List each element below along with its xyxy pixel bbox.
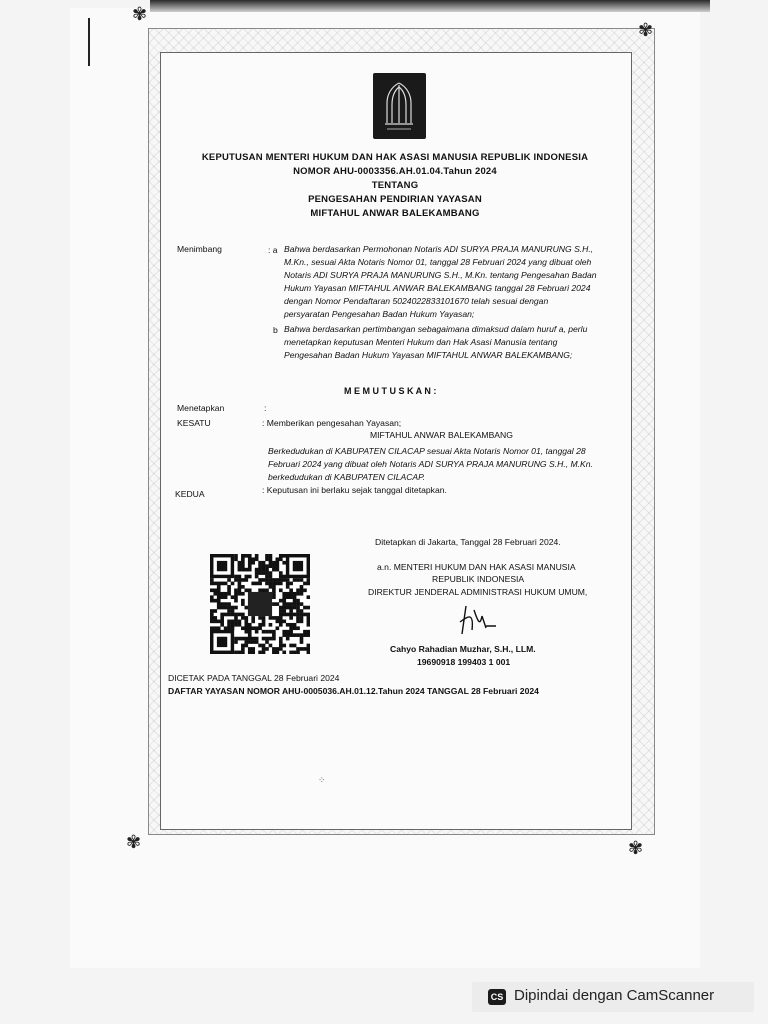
corner-ornament-icon: ✾: [126, 832, 142, 853]
stray-mark: ⁘: [318, 775, 326, 785]
corner-ornament-icon: ✾: [638, 20, 654, 41]
menimbang-a-marker: : a: [268, 245, 278, 255]
decree-subject: PENGESAHAN PENDIRIAN YAYASAN: [308, 194, 482, 205]
menetapkan-colon: :: [264, 403, 267, 413]
menimbang-a-line: dengan Nomor Pendaftaran 5024022833101670 telah sesuai dengan: [284, 296, 549, 306]
menimbang-a-line: Hukum Yayasan MIFTAHUL ANWAR BALEKAMBANG tanggal 28 Februari 2024: [284, 283, 591, 293]
printed-date: DICETAK PADA TANGGAL 28 Februari 2024: [168, 673, 340, 683]
kedua-label: KEDUA: [175, 489, 205, 499]
registry-number: DAFTAR YAYASAN NOMOR AHU-0005036.AH.01.12.Tahun 2024 TANGGAL 28 Februari 2024: [168, 686, 539, 696]
scan-edge-mark: [88, 18, 90, 66]
corner-ornament-icon: ✾: [132, 4, 148, 25]
ministry-logo: [373, 73, 426, 139]
kesatu-foundation-name: MIFTAHUL ANWAR BALEKAMBANG: [370, 430, 513, 440]
signatory-nip: 19690918 199403 1 001: [417, 657, 511, 667]
kesatu-line: berkedudukan di KABUPATEN CILACAP.: [268, 472, 426, 482]
on-behalf-line: DIREKTUR JENDERAL ADMINISTRASI HUKUM UMUM,: [368, 587, 588, 597]
menimbang-a-line: Notaris ADI SURYA PRAJA MANURUNG S.H., M.Kn. tentang Pengesahan Badan: [284, 270, 597, 280]
kesatu-label: KESATU: [177, 418, 211, 428]
place-date: Ditetapkan di Jakarta, Tanggal 28 Februari 2024.: [375, 537, 561, 547]
menimbang-a-line: persyaratan Pengesahan Badan Hukum Yayasan;: [284, 309, 475, 319]
menimbang-b-line: Bahwa berdasarkan pertimbangan sebagaimana dimaksud dalam huruf a, perlu: [284, 324, 588, 334]
kesatu-text: : Memberikan pengesahan Yayasan;: [262, 418, 402, 428]
menimbang-b-marker: b: [273, 325, 278, 335]
qr-code: [210, 554, 310, 654]
on-behalf-line: REPUBLIK INDONESIA: [432, 574, 525, 584]
signature-mark: [452, 602, 502, 638]
decree-title: KEPUTUSAN MENTERI HUKUM DAN HAK ASASI MANUSIA REPUBLIK INDONESIA: [201, 152, 589, 163]
decree-number: NOMOR AHU-0003356.AH.01.04.Tahun 2024: [293, 166, 497, 177]
memutuskan-heading: M E M U T U S K A N :: [344, 386, 437, 396]
menimbang-b-line: Pengesahan Badan Hukum Yayasan MIFTAHUL ANWAR BALEKAMBANG;: [284, 350, 573, 360]
signatory-name: Cahyo Rahadian Muzhar, S.H., LLM.: [390, 644, 536, 654]
menimbang-a-line: M.Kn., sesuai Akta Notaris Nomor 01, tanggal 28 Februari 2024 yang dibuat oleh: [284, 257, 592, 267]
kesatu-line: Februari 2024 yang dibuat oleh Notaris ADI SURYA PRAJA MANURUNG S.H., M.Kn.: [268, 459, 593, 469]
menimbang-label: Menimbang: [177, 244, 222, 254]
corner-ornament-icon: ✾: [628, 838, 644, 859]
scan-top-shadow: [150, 0, 710, 12]
foundation-name-heading: MIFTAHUL ANWAR BALEKAMBANG: [310, 208, 480, 219]
menimbang-b-line: menetapkan keputusan Menteri Hukum dan Hak Asasi Manusia tentang: [284, 337, 558, 347]
kesatu-line: Berkedudukan di KABUPATEN CILACAP sesuai Akta Notaris Nomor 01, tanggal 28: [268, 446, 586, 456]
camscanner-label: Dipindai dengan CamScanner: [514, 987, 715, 1004]
camscanner-logo-icon: CS: [488, 989, 506, 1005]
decree-tentang: TENTANG: [371, 180, 419, 191]
menimbang-a-line: Bahwa berdasarkan Permohonan Notaris ADI SURYA PRAJA MANURUNG S.H.,: [284, 244, 594, 254]
menetapkan-label: Menetapkan: [177, 403, 225, 413]
kedua-text: : Keputusan ini berlaku sejak tanggal ditetapkan.: [262, 485, 447, 495]
on-behalf-line: a.n. MENTERI HUKUM DAN HAK ASASI MANUSIA: [377, 562, 576, 572]
